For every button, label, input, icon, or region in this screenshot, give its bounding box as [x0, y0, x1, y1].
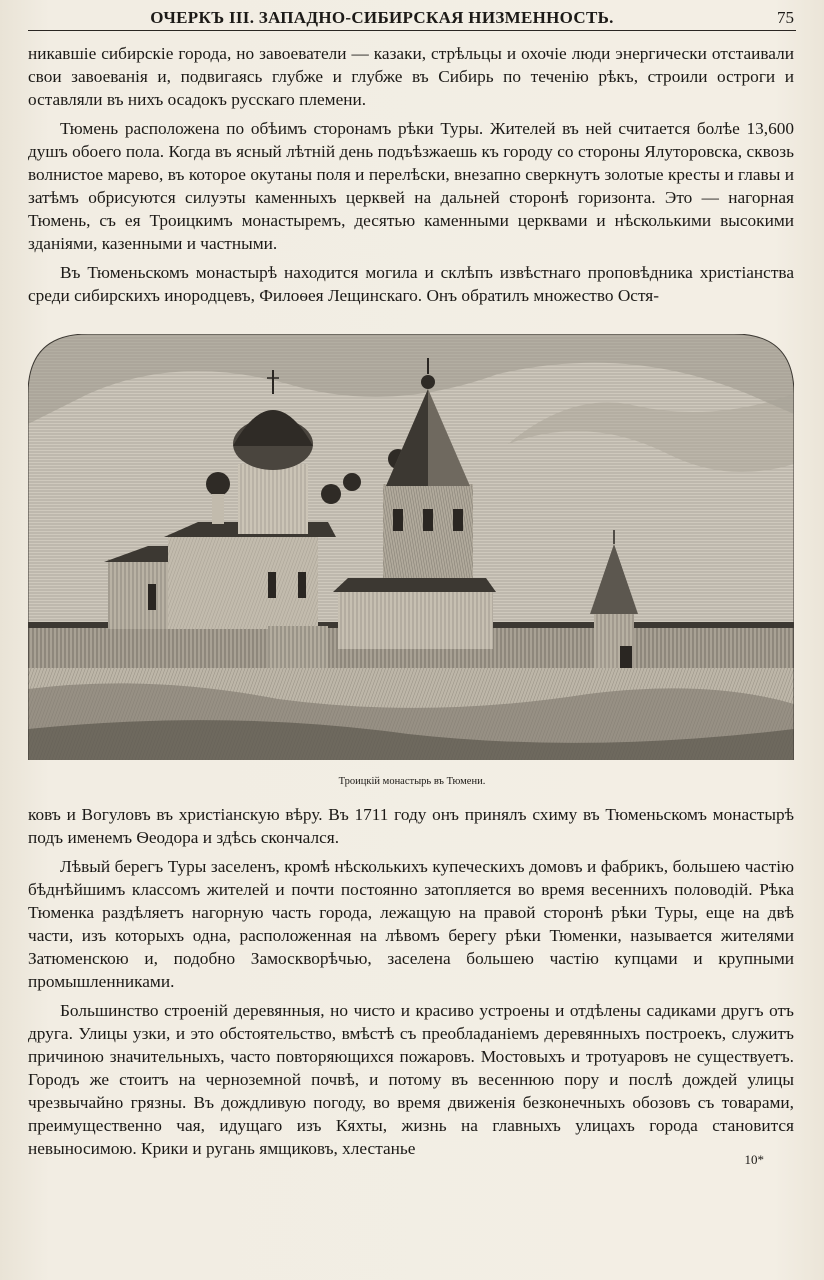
body-text-top [28, 42, 794, 307]
paragraph: Лѣвый берегъ Туры заселенъ, кромѣ нѣсколькихъ купеческихъ домовъ и фабрикъ, большею частію бѣднѣйшимъ классомъ жителей и почти постоянно затопляется во время весеннихъ половодій. Рѣка Тюменка раздѣляетъ нагорную часть города, лежащую на правой сторонѣ рѣки Туры, еще на двѣ части, изъ которыхъ одна, расположенная на лѣвомъ берегу рѣки Тюменки, называется жителями Затюменскою и, подобно Замоскворѣчью, заселена большею частію купцами и крупными промышленниками. [28, 857, 794, 991]
signature-mark: 10* [744, 1152, 764, 1167]
engraving-illustration [28, 334, 794, 760]
figure-caption: Троицкій монастырь въ Тюмени. [338, 776, 486, 787]
monastery-engraving [28, 334, 794, 760]
page-number: 75 [777, 8, 794, 27]
running-header [28, 6, 796, 31]
paragraph: Большинство строеній деревянныя, но чисто и красиво устроены и отдѣлены садиками другъ отъ друга. Улицы узки, и это обстоятельство, вмѣстѣ съ преобладаніемъ деревянныхъ построекъ, служитъ причиною значительныхъ, часто повторяющихся пожаровъ. Мостовыхъ и тротуаровъ не существуетъ. Городъ же стоитъ на черноземной почвѣ, и потому въ весеннюю пору и послѣ дождей улицы чрезвычайно грязны. Въ дождливую погоду, во время движенія безконечныхъ обозовъ съ товарами, преимущественно чая, идущаго изъ Кяхты, жизнь на главныхъ улицахъ города становится невыносимою. Крики и ругань ямщиковъ, хлестанье [28, 1001, 794, 1158]
paragraph: Въ Тюменьскомъ монастырѣ находится могила и склѣпъ извѣстнаго проповѣдника христіанства среди сибирскихъ инородцевъ, Филоѳея Лещинскаго. Онъ обратилъ множество Остя- [28, 263, 794, 305]
paragraph: ковъ и Вогуловъ въ христіанскую вѣру. Въ 1711 году онъ принялъ схиму въ Тюменьскомъ монастырѣ подъ именемъ Ѳеодора и здѣсь скончался. [28, 805, 794, 847]
body-text-bottom [28, 803, 794, 1160]
paragraph: Тюмень расположена по обѣимъ сторонамъ рѣки Туры. Жителей въ ней считается болѣе 13,600 душъ обоего пола. Когда въ ясный лѣтній день подъѣзжаешь къ городу со стороны Ялуторовска, сквозь волнистое марево, въ которое окутаны поля и перелѣски, внезапно сверкнутъ золотые кресты и главы и затѣмъ обрисуются силуэты каменныхъ церквей на дальней сторонѣ горизонта. Это — нагорная Тюмень, съ ея Троицкимъ монастыремъ, десятью каменными церквами и нѣсколькими высокими зданіями, казенными и частными. [28, 119, 794, 253]
running-title: ОЧЕРКЪ III. ЗАПАДНО-СИБИРСКАЯ НИЗМЕННОСТЬ. [150, 8, 614, 27]
paragraph: никавшіе сибирскіе города, но завоеватели — казаки, стрѣльцы и охочіе люди энергически отстаивали свои завоеванія и, подвигаясь глубже и глубже въ Сибирь по теченію рѣкъ, строили остроги и оставляли въ нихъ осадокъ русскаго племени. [28, 44, 794, 109]
